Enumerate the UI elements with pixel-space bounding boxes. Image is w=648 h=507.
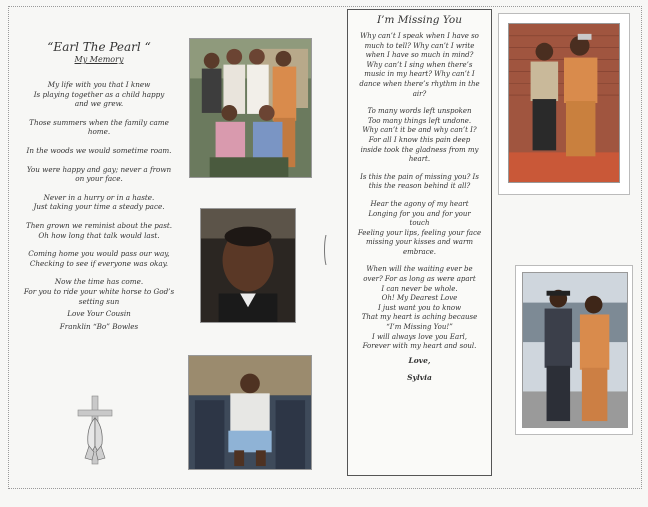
memory-author: Franklin “Bo” Bowles (59, 321, 139, 331)
memory-stanza: Never in a hurry or in a haste. Just taking your time a steady pace. (33, 192, 165, 212)
memory-stanza: Then grown we reminist about the past. Oh how long that talk would last. (25, 220, 173, 240)
poem-stanza: To many words left unspoken Too many things left undone. Why can’t it be and why can’t I? For all I know this pain deep inside took the gladness from my heart. (360, 107, 479, 164)
fold-mark (324, 235, 327, 265)
poem-stanza: Is this the pain of missing you? Is this the reason behind it all? (360, 172, 479, 191)
memory-stanza: My life with you that I knew Is playing together as a child happy and we grew. (33, 80, 165, 109)
poem-stanza: Why can’t I speak when I have so much to tell? Why can’t I write when I have so much in mind? Why can’t I sing when there’s music in my heart? Why can’t I dance when there’s rhythm in the air? (359, 32, 480, 98)
memory-poem (14, 80, 184, 331)
memory-stanza: Those summers when the family came home. (29, 117, 169, 137)
seated-man-photo (188, 355, 312, 470)
memory-stanza: Coming home you would pass our way, Checking to see if everyone was okay. (28, 249, 170, 268)
memory-subtitle: My Memory (74, 55, 124, 64)
memory-stanza: Now the time has come. For you to ride your white horse to God’s setting sun (23, 277, 175, 306)
couple-photo-brick (508, 23, 620, 183)
praying-hands-cross-icon (72, 394, 118, 466)
poem-signature: Sylvia (407, 373, 432, 383)
poem-stanza: When will the waiting ever be over? For as long as were apart I can never be whole. Oh! My Dearest Love I just want you to know That my heart is aching because “I’m Missing You!” I will always love you Earl, Forever with my heart and soul. (361, 265, 478, 351)
couple-photo-card-bottom (515, 265, 633, 435)
memory-stanza: In the woods we would sometime roam. (26, 145, 172, 155)
memory-closing: Love Your Cousin (67, 309, 131, 319)
couple-photo-card-top (498, 13, 630, 195)
poem-closing: Love, (408, 355, 431, 365)
poem-stanza: Hear the agony of my heart Longing for you and for your touch Feeling your lips, feeling your face missing your kisses and warm embrace. (357, 199, 482, 256)
poem-title: I’m Missing You (377, 14, 462, 26)
memory-stanza: You were happy and gay; never a frown on your face. (26, 164, 172, 184)
memory-column (14, 40, 184, 340)
memory-title: “Earl The Pearl “ (47, 40, 151, 54)
poem-body (348, 32, 491, 383)
poem-panel (347, 9, 492, 476)
family-group-photo (189, 38, 312, 178)
portrait-photo (200, 208, 296, 323)
couple-photo-outdoor (522, 272, 628, 428)
